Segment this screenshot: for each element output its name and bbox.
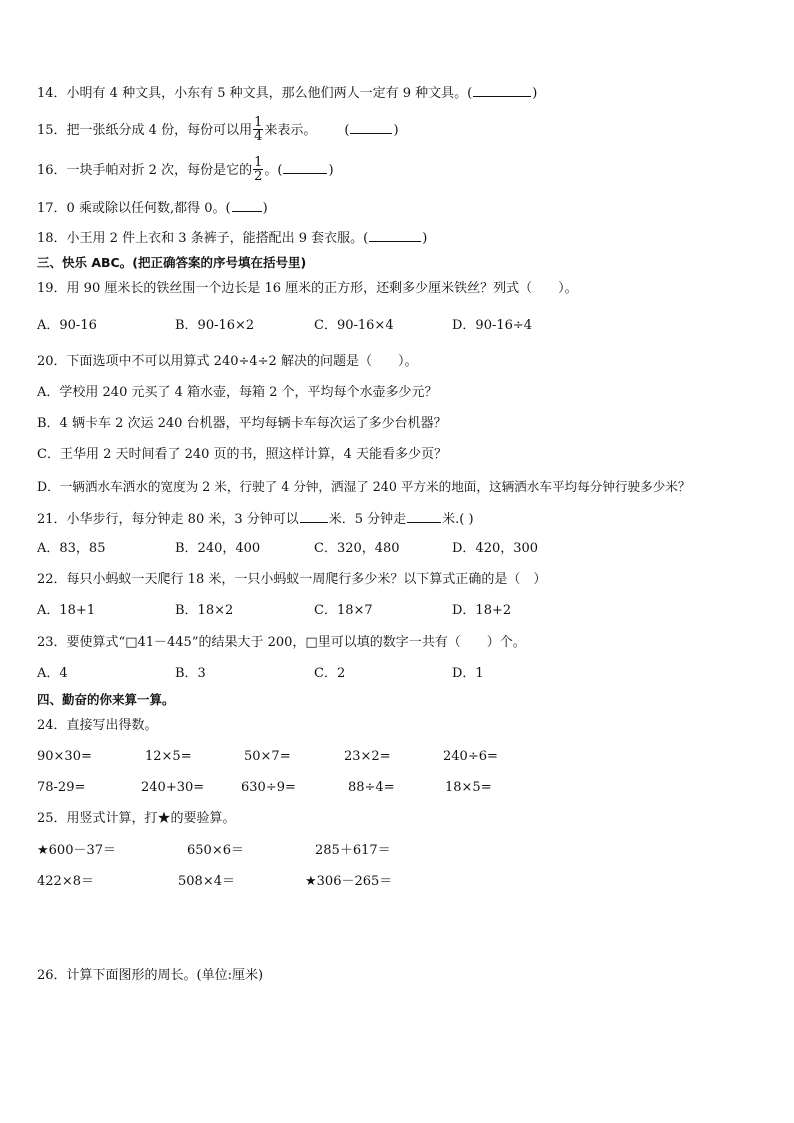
section-4-heading: 四、勤奋的你来算一算。: [37, 692, 175, 707]
option-d[interactable]: D．1: [452, 666, 484, 681]
question-18: 18．小王用 2 件上衣和 3 条裤子，能搭配出 9 套衣服。( ): [37, 231, 428, 246]
question-24: 24．直接写出得数。: [37, 718, 158, 733]
calc-item: 240÷6=: [443, 749, 498, 764]
option-b[interactable]: B．18×2: [175, 603, 234, 618]
option-b[interactable]: B．4 辆卡车 2 次运 240 台机器，平均每辆卡车每次运了多少台机器？: [37, 416, 447, 431]
question-14-text: 14．小明有 4 种文具，小东有 5 种文具，那么他们两人一定有 9 种文具。(: [37, 86, 473, 101]
calc-item: 630÷9=: [241, 780, 296, 795]
question-18-text: 18．小王用 2 件上衣和 3 条裤子，能搭配出 9 套衣服。(: [37, 231, 369, 246]
option-a[interactable]: A．4: [37, 666, 68, 681]
fraction-one-quarter: $\frac{1}{4}$: [254, 115, 263, 144]
question-15-text: 15．把一张纸分成 4 份，每份可以用: [37, 123, 253, 138]
calc-item: 90×30=: [37, 749, 92, 764]
calc-item: 23×2=: [344, 749, 391, 764]
calc-item: 18×5=: [445, 780, 492, 795]
option-c[interactable]: C．2: [314, 666, 346, 681]
calc-item: 78-29=: [37, 780, 86, 795]
question-21-text: 21．小华步行，每分钟走 80 米，3 分钟可以: [37, 512, 299, 527]
option-a[interactable]: A．83，85: [37, 541, 106, 556]
question-25: 25．用竖式计算，打★的要验算。: [37, 811, 236, 826]
answer-blank[interactable]: [473, 84, 531, 97]
question-23: 23．要使算式“□41－445”的结果大于 200，□里可以填的数字一共有（ ）个。: [37, 635, 526, 650]
option-c[interactable]: C．王华用 2 天时间看了 240 页的书，照这样计算，4 天能看多少页？: [37, 447, 447, 462]
vertical-calc-item: ★600－37＝: [37, 843, 117, 858]
calc-item: 240+30=: [141, 780, 205, 795]
question-17-text: 17．0 乘或除以任何数,都得 0。(: [37, 201, 231, 216]
vertical-calc-item: ★306－265＝: [305, 874, 393, 889]
vertical-calc-item: 422×8＝: [37, 874, 94, 889]
question-14: 14．小明有 4 种文具，小东有 5 种文具，那么他们两人一定有 9 种文具。( ): [37, 86, 538, 101]
answer-blank[interactable]: [407, 510, 441, 523]
option-a[interactable]: A．18+1: [37, 603, 96, 618]
option-d[interactable]: D．18+2: [452, 603, 512, 618]
option-a[interactable]: A．学校用 240 元买了 4 箱水壶，每箱 2 个，平均每个水壶多少元？: [37, 385, 438, 400]
option-c[interactable]: C．320，480: [314, 541, 400, 556]
answer-blank[interactable]: [369, 229, 421, 242]
vertical-calc-item: 508×4＝: [178, 874, 235, 889]
option-d[interactable]: D．420，300: [452, 541, 539, 556]
question-16: 16．一块手帕对折 2 次，每份是它的 $\frac{1}{2}$ 。( ): [37, 155, 334, 184]
question-20: 20．下面选项中不可以用算式 240÷4÷2 解决的问题是（ ）。: [37, 354, 418, 369]
question-21: 21．小华步行，每分钟走 80 米，3 分钟可以 米．5 分钟走 米.( ): [37, 512, 474, 527]
option-c[interactable]: C．18×7: [314, 603, 373, 618]
option-d[interactable]: D．一辆洒水车洒水的宽度为 2 米，行驶了 4 分钟，洒湿了 240 平方米的地面，这辆洒水车平均每分钟行驶多少米？: [37, 479, 691, 494]
calc-item: 50×7=: [244, 749, 291, 764]
answer-blank[interactable]: [283, 161, 327, 174]
calc-item: 88÷4=: [348, 780, 395, 795]
answer-blank[interactable]: [232, 199, 262, 212]
question-15: 15．把一张纸分成 4 份，每份可以用 $\frac{1}{4}$ 来表示。 ( ): [37, 115, 399, 144]
section-3-heading: 三、快乐 ABC。(把正确答案的序号填在括号里): [37, 255, 307, 270]
option-b[interactable]: B．240，400: [175, 541, 261, 556]
option-b[interactable]: B．3: [175, 666, 206, 681]
fraction-one-half: $\frac{1}{2}$: [254, 155, 263, 184]
question-22: 22．每只小蚂蚁一天爬行 18 米，一只小蚂蚁一周爬行多少米？以下算式正确的是（ ）: [37, 572, 547, 587]
option-a[interactable]: A．90-16: [37, 318, 97, 333]
question-26: 26．计算下面图形的周长。(单位:厘米): [37, 968, 264, 983]
option-c[interactable]: C．90-16×4: [314, 318, 394, 333]
option-b[interactable]: B．90-16×2: [175, 318, 255, 333]
question-19: 19．用 90 厘米长的铁丝围一个边长是 16 厘米的正方形，还剩多少厘米铁丝？列式（ ）。: [37, 281, 578, 296]
question-17: 17．0 乘或除以任何数,都得 0。( ): [37, 201, 268, 216]
calc-item: 12×5=: [145, 749, 192, 764]
vertical-calc-item: 650×6＝: [187, 843, 244, 858]
vertical-calc-item: 285＋617＝: [315, 843, 391, 858]
answer-blank[interactable]: [300, 510, 328, 523]
answer-blank[interactable]: [350, 121, 392, 134]
question-16-text: 16．一块手帕对折 2 次，每份是它的: [37, 163, 253, 178]
option-d[interactable]: D．90-16÷4: [452, 318, 533, 333]
